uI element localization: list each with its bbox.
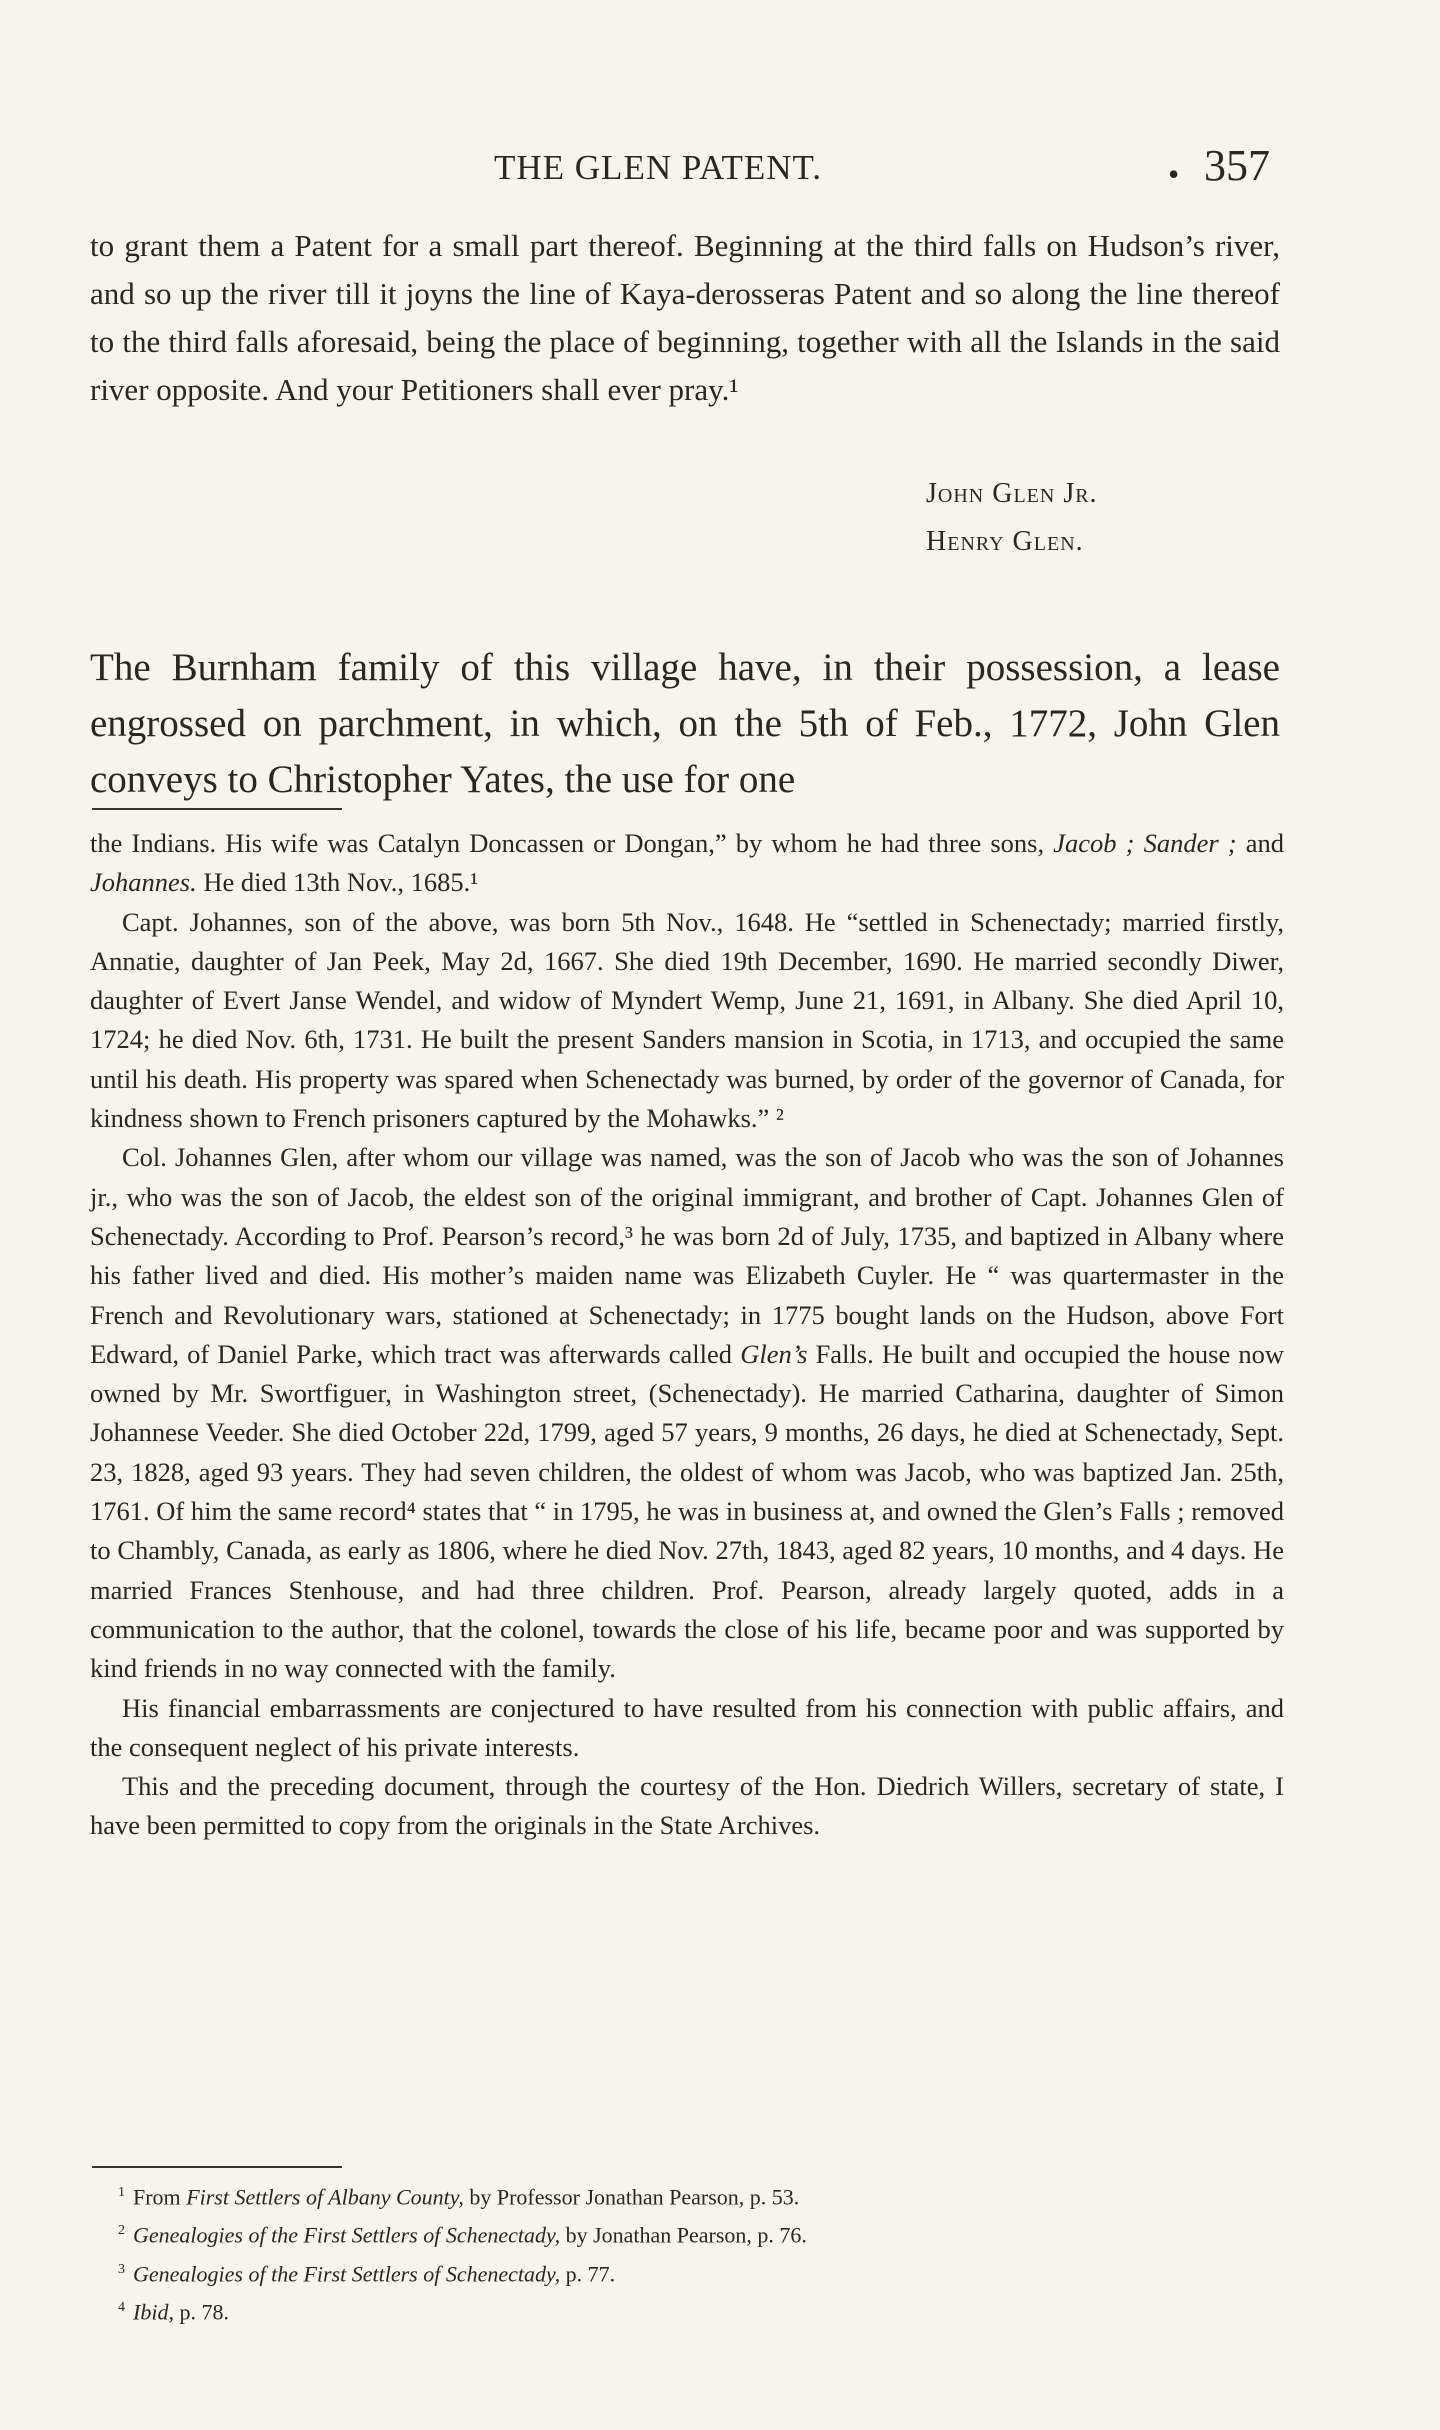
footnote-divider xyxy=(92,808,342,810)
reference-item: $^1$ From First Settlers of Albany County, by Professor Jonathan Pearson, p. 53. xyxy=(118,2184,800,2210)
printer-mark: • xyxy=(1168,156,1180,192)
running-title: THE GLEN PATENT. xyxy=(494,148,823,187)
running-head xyxy=(90,140,1280,190)
footnote-continuation xyxy=(90,824,1284,1846)
glens-falls-name: Glen’s xyxy=(740,1338,808,1369)
references-divider xyxy=(92,2166,342,2168)
burnham-paragraph: The Burnham family of this village have, in their possession, a lease engrossed on parchment, in which, on the 5th of Feb., 1772, John Glen conveys to Christopher Yates, the use for one xyxy=(90,646,1280,801)
reference-list xyxy=(118,2176,1268,2329)
sons-names: Jacob ; Sander ; xyxy=(1053,828,1246,858)
reference-item: $^3$ Genealogies of the First Settlers of Schenectady, p. 77. xyxy=(118,2260,616,2286)
johannes-name: Johannes. xyxy=(90,867,197,898)
note-paragraph-2: Capt. Johannes, son of the above, was born 5th Nov., 1648. He “settled in Schenectady; married firstly, Annatie, daughter of Jan Peek, May 2d, 1667. She died 19th December, 1690. He married secondly Diwer, daughter of Evert Janse Wendel, and widow of Myndert Wemp, June 21, 1691, in Albany. She died April 10, 1724; he died Nov. 6th, 1731. He built the present Sanders mansion in Scotia, in 1713, and occupied the same until his death. His property was spared when Schenectady was burned, by order of the governor of Canada, for kindness shown to French prisoners captured by the Mohawks.” ² xyxy=(90,906,1284,1134)
burnham-section xyxy=(90,640,1280,808)
note-paragraph-3: Col. Johannes Glen, after whom our village was named, was the son of Jacob who was the son of Johannes jr., who was the son of Jacob, the eldest son of the original immigrant, and brother of Capt. Johannes Glen of Schenectady. According to Prof. Pearson’s record,³ he was born 2d of July, 1735, and baptized in Albany where his father lived and died. His mother’s maiden name was Elizabeth Cuyler. He “ was quartermaster in the French and Revolutionary wars, stationed at Schenectady; in 1775 bought lands on the Hudson, above Fort Edward, of Daniel Parke, which tract was afterwards called Glen’s Falls. He built and occupied the house now owned by Mr. Swortfiguer, in Washington street, (Schenectady). He married Catharina, daughter of Simon Johannese Veeder. She died October 22d, 1799, aged 57 years, 9 months, 26 days, he died at Schenectady, Sept. 23, 1828, aged 93 years. They had seven children, the oldest of whom was Jacob, who was baptized Jan. 25th, 1761. Of him the same record⁴ states that “ in 1795, he was in business at, and owned the Glen’s Falls ; removed to Chambly, Canada, as early as 1806, where he died Nov. 27th, 1843, aged 82 years, 10 months, and 4 days. He married Frances Stenhouse, and had three children. Prof. Pearson, already largely quoted, adds in a communication to the author, that the colonel, towards the close of his life, became poor and was supported by kind friends in no way connected with the family. xyxy=(90,1142,1285,1684)
petition-section xyxy=(90,222,1280,414)
signatures xyxy=(926,470,1098,566)
signature-john-glen: John Glen Jr. xyxy=(926,478,1098,509)
note-paragraph-1: the Indians. His wife was Catalyn Doncassen or Dongan,” by whom he had three sons, Jacob ; Sander ; and Johannes. He died 13th Nov., 1685.¹ xyxy=(90,828,1284,898)
reference-item: $^2$ Genealogies of the First Settlers of Schenectady, by Jonathan Pearson, p. 76. xyxy=(118,2222,807,2248)
reference-item: $^4$ Ibid, p. 78. xyxy=(118,2299,229,2325)
signature-henry-glen: Henry Glen. xyxy=(926,526,1084,557)
page-number: 357 xyxy=(1204,141,1270,190)
petition-paragraph: to grant them a Patent for a small part thereof. Beginning at the third falls on Hudson’s river, and so up the river till it joyns the line of Kaya-derosseras Patent and so along the line thereof to the third falls aforesaid, being the place of beginning, together with all the Islands in the said river opposite. And your Petitioners shall ever pray.¹ xyxy=(90,228,1280,407)
note-paragraph-5: This and the preceding document, through the courtesy of the Hon. Diedrich Willers, secretary of state, I have been permitted to copy from the originals in the State Archives. xyxy=(90,1771,1284,1841)
note-paragraph-4: His financial embarrassments are conjectured to have resulted from his connection with public affairs, and the consequent neglect of his private interests. xyxy=(90,1692,1284,1762)
